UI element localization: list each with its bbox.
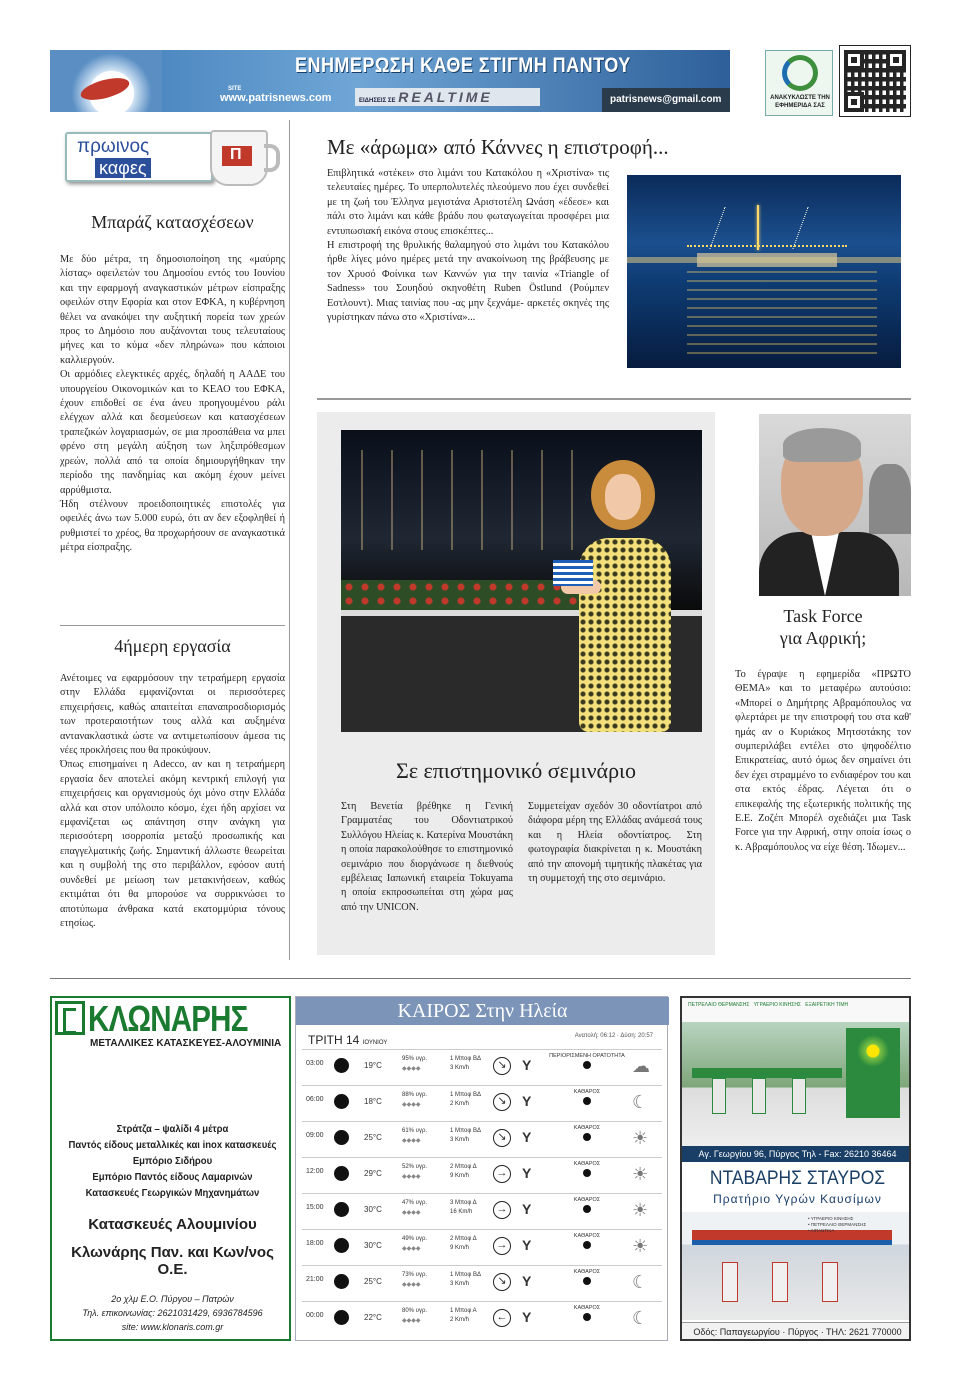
droplets-icon: ◆◆◆◆ bbox=[402, 1174, 421, 1180]
weather-wind: 1 Μποφ ΒΔ bbox=[450, 1272, 481, 1278]
weather-row bbox=[302, 1301, 662, 1334]
article-taskforce-title: Task Force για Αφρική; bbox=[779, 606, 867, 648]
clock-icon bbox=[334, 1058, 349, 1073]
ad-bullets: • ΥΓΡΑΕΡΙΟ ΚΙΝΗΣΗΣ • ΠΕΤΡΕΛΑΙΟ ΘΕΡΜΑΝΣΗΣ • ΛΙΠΑΝΤΙΚΑ bbox=[808, 1216, 867, 1233]
droplets-icon: ◆◆◆◆ bbox=[402, 1246, 421, 1252]
ad-address1: Αγ. Γεωργίου 96, Πύργος Τηλ - Fax: 26210 36464 bbox=[682, 1146, 911, 1162]
ad-contact: 2ο χλμ Ε.Ο. Πύργου – Πατρών Τηλ. επικοινωνίας: 2621031429, 6936784596 site: www.klonaris.com.gr bbox=[82, 1294, 263, 1332]
wind-turbine-icon: Y bbox=[522, 1093, 532, 1109]
ad-services: Στράτζα – ψαλίδι 4 μέτρα Παντός είδους μεταλλικές και inox κατασκευές Εμπόριο Σιδήρου Εμπόριο Παντός είδους Λαμαρινών Κατασκευές Γεωργικών Μηχανημάτων bbox=[68, 1124, 277, 1199]
wind-turbine-icon: Y bbox=[522, 1057, 532, 1073]
weather-wind-speed: 16 Km/h bbox=[450, 1209, 473, 1215]
weather-humidity: 88% υγρ. bbox=[402, 1092, 428, 1098]
weather-row bbox=[302, 1085, 662, 1118]
weather-row bbox=[302, 1265, 662, 1298]
droplets-icon: ◆◆◆◆ bbox=[402, 1210, 421, 1216]
kicker-line2: καφες bbox=[95, 158, 151, 178]
section-title-kataschesis: Μπαράζ κατασχέσεων bbox=[91, 212, 254, 232]
ad-header: ΠΕΤΡΕΛΑΙΟ ΘΕΡΜΑΝΣΗΣ ΥΓΡΑΕΡΙΟ ΚΙΝΗΣΗΣ ΕΞΑΙΡΕΤΙΚΗ ΤΙΜΗ bbox=[688, 1002, 849, 1008]
left-divider bbox=[60, 625, 285, 626]
weather-condition-icon: ☾ bbox=[632, 1272, 649, 1292]
weather-wind-speed: 2 Km/h bbox=[450, 1101, 470, 1107]
wind-direction-icon: ↘ bbox=[493, 1093, 511, 1111]
ad-name: ΚΛΩΝΑΡΗΣ bbox=[88, 998, 248, 1039]
weather-row bbox=[302, 1193, 662, 1226]
weather-time: 03:00 bbox=[306, 1060, 324, 1067]
weather-visibility: ΚΑΘΑΡΟΣ bbox=[542, 1232, 632, 1249]
weather-condition-icon: ☀ bbox=[632, 1128, 649, 1148]
article-seminar-col2: Συμμετείχαν σχεδόν 30 οδοντίατροι από διάφορα μέρη της Ελλάδας ανάμεσά τους και η Ηλεία οδοντίατρος. Στη φωτογραφία διακρίνεται η κ. Μουστάκη από την απονομή τιμητικής πλακέτας για τη συμμετοχή της στο σεμινάριο. bbox=[528, 801, 702, 885]
yacht-christina-photo bbox=[627, 175, 901, 368]
clock-icon bbox=[334, 1238, 349, 1253]
weather-wind: 2 Μποφ Δ bbox=[450, 1164, 477, 1170]
wind-turbine-icon: Y bbox=[522, 1165, 532, 1181]
weather-time: 12:00 bbox=[306, 1168, 324, 1175]
recycle-icon bbox=[782, 55, 818, 91]
ad-tagline: Πρατήριο Υγρών Καυσίμων bbox=[713, 1192, 882, 1206]
weather-row bbox=[302, 1157, 662, 1190]
gas-station-photo bbox=[682, 998, 911, 1146]
weather-visibility: ΚΑΘΑΡΟΣ bbox=[542, 1268, 632, 1285]
clock-icon bbox=[334, 1310, 349, 1325]
weather-day: ΤΡΙΤΗ 14 ΙΟΥΝΙΟΥ bbox=[308, 1033, 388, 1047]
bp-logo-icon bbox=[846, 1028, 900, 1118]
recycle-text: ΑΝΑΚΥΚΛΩΣΤΕ ΤΗΝ ΕΦΗΜΕΡΙΔΑ ΣΑΣ bbox=[770, 95, 830, 109]
weather-visibility: ΚΑΘΑΡΟΣ bbox=[542, 1196, 632, 1213]
droplets-icon: ◆◆◆◆ bbox=[402, 1138, 421, 1144]
section-text-kataschesis: Με δύο μέτρα, τη δημοσιοποίηση της «μαύρης λίστας» οφειλετών του Δημοσίου εντός του Ιουνίου και την εφαρμογή αναγκαστικών μέτρων είσπραξης οφειλών στην Εφορία και στον ΕΦΚΑ, η κυβέρνηση θέλει να ανακόψει την αυξητική πορεία των χρεών προς το Δημόσιο που αυξάνονται τους τελευταίους μήνες και το κύμα «δεν πληρώνω» που κάποιοι καλλιεργούν. Οι αρμόδιες ελεγκτικές αρχές, δηλαδή η ΑΑΔΕ του υπουργείου Οικονομικών και το ΚΕΑΟ του ΕΦΚΑ, έχουν επιδοθεί σε ένα άνευ προηγουμένου ράλι ελέγχων αλλά και δεσμεύσεων και κατασχέσεων τραπεζικών λογαριασμών, σε μια προσπάθεια να μπει φρένο στη μεγάλη αύξηση των ληξιπρόθεσμων χρεών, πολλά από τα οποία δημιουργήθηκαν την περίοδο της πανδημίας και ακόμη έχουν μείνει αρρύθμιστα. Ήδη στέλνουν προειδοποιητικές επιστολές για οφειλές άνω των 5.000 ευρώ, ότι αν δεν εξοφληθεί ή ρυθμιστεί το χρέος, θα προχωρήσουν σε αναγκαστικά μέτρα είσπραξης. bbox=[60, 254, 285, 554]
weather-temp: 30°C bbox=[364, 1241, 382, 1250]
qr-code-icon bbox=[840, 46, 910, 116]
weather-temp: 19°C bbox=[364, 1061, 382, 1070]
recycle-logo bbox=[765, 50, 833, 116]
banner-title: ΕΝΗΜΕΡΩΣΗ ΚΑΘΕ ΣΤΙΓΜΗ ΠΑΝΤΟΥ bbox=[295, 54, 631, 77]
clock-icon bbox=[334, 1094, 349, 1109]
weather-condition-icon: ☀ bbox=[632, 1164, 649, 1184]
droplets-icon: ◆◆◆◆ bbox=[402, 1318, 421, 1324]
weather-wind-speed: 3 Km/h bbox=[450, 1137, 470, 1143]
weather-condition-icon: ☾ bbox=[632, 1092, 649, 1112]
clock-icon bbox=[334, 1130, 349, 1145]
article-cannes-title: Με «άρωμα» από Κάννες η επιστροφή... bbox=[327, 135, 669, 159]
weather-wind-speed: 9 Km/h bbox=[450, 1173, 470, 1179]
ad-ntavaris bbox=[680, 996, 911, 1341]
ad-aluminium: Κατασκευές Αλουμινίου bbox=[88, 1216, 257, 1233]
wind-direction-icon: ← bbox=[493, 1309, 511, 1327]
weather-wind-speed: 3 Km/h bbox=[450, 1281, 470, 1287]
weather-sun-times: Ανατολή: 06:12 · Δύση: 20:57 bbox=[574, 1033, 653, 1039]
weather-time: 00:00 bbox=[306, 1312, 324, 1319]
weather-wind: 1 Μποφ ΒΔ bbox=[450, 1128, 481, 1134]
ad-subtitle: ΜΕΤΑΛΛΙΚΕΣ ΚΑΤΑΣΚΕΥΕΣ-ΑΛΟΥΜΙΝΙΑ bbox=[90, 1038, 282, 1049]
weather-temp: 25°C bbox=[364, 1133, 382, 1142]
kicker-line1: πρωινος bbox=[77, 136, 150, 157]
weather-humidity: 61% υγρ. bbox=[402, 1128, 428, 1134]
ad-name: ΝΤΑΒΑΡΗΣ ΣΤΑΥΡΟΣ bbox=[709, 1168, 886, 1189]
weather-wind: 1 Μποφ ΒΔ bbox=[450, 1092, 481, 1098]
weather-row bbox=[302, 1049, 662, 1082]
weather-condition-icon: ☀ bbox=[632, 1200, 649, 1220]
weather-row bbox=[302, 1229, 662, 1262]
article-seminar-title: Σε επιστημονικό σεμινάριο bbox=[396, 758, 636, 783]
weather-temp: 29°C bbox=[364, 1169, 382, 1178]
wind-direction-icon: ↘ bbox=[493, 1057, 511, 1075]
coffee-cup-icon: Π bbox=[210, 130, 268, 186]
ad-address2: Οδός: Παπαγεωργίου · Πύργος · ΤΗΛ: 2621 770000 bbox=[682, 1322, 911, 1341]
realtime-strip: ΕΙΔΗΣΕΙΣ ΣΕ REALTIME bbox=[355, 88, 540, 106]
clock-icon bbox=[334, 1202, 349, 1217]
patrisnews-logo bbox=[50, 50, 162, 112]
weather-wind-speed: 3 Km/h bbox=[450, 1065, 470, 1071]
ad-klonaris bbox=[50, 996, 291, 1341]
article-taskforce-text: Το έγραψε η εφημερίδα «ΠΡΩΤΟ ΘΕΜΑ» και το μεταφέρω αυτούσιο: «Μπορεί ο Δημήτρης Αβραμόπουλος να φλερτάρει με την επιστροφή του στα καθ' ημάς αν ο Κυριάκος Μητσοτάκης τον συμπεριλάβει εντέλει στο ψηφοδέλτιο Επικρατείας, αυτό όμως δεν σημαίνει ότι δεν έχει στραμμένο το ενδιαφέρον του και στα εκτός έδρας. Λέγεται ότι ο επικεφαλής της εξωτερικής πολιτικής της Ε.Ε. Ζοζέπ Μπορέλ σχεδιάζει μια Task Force για την Αφρική, στην οποία ίσως ο κ. Αβραμόπουλος να είχε θέση. Ίδωμεν... bbox=[735, 669, 911, 853]
weather-time: 21:00 bbox=[306, 1276, 324, 1283]
weather-wind-speed: 9 Km/h bbox=[450, 1245, 470, 1251]
weather-wind: 1 Μποφ Α bbox=[450, 1308, 477, 1314]
weather-wind: 2 Μποφ Δ bbox=[450, 1236, 477, 1242]
weather-temp: 18°C bbox=[364, 1097, 382, 1106]
ad-company: Κλωνάρης Παν. και Κων/νος Ο.Ε. bbox=[71, 1244, 274, 1278]
weather-row bbox=[302, 1121, 662, 1154]
weather-humidity: 73% υγρ. bbox=[402, 1272, 428, 1278]
weather-time: 09:00 bbox=[306, 1132, 324, 1139]
clock-icon bbox=[334, 1166, 349, 1181]
weather-wind-speed: 2 Km/h bbox=[450, 1317, 470, 1323]
weather-wind: 1 Μποφ ΒΔ bbox=[450, 1056, 481, 1062]
article-cannes-text: Επιβλητικά «στέκει» στο λιμάνι του Κατακόλου η «Χριστίνα» τις τελευταίες ημέρες. Το υπερπολυτελές πλεούμενο που έχει συνδεθεί με τη ζωή του Έλληνα μεγιστάνα Αριστοτέλη Ωνάση «έδεσε» και πάλι στο λιμάνι και κάθε βράδυ που φωταγωγείται προσφέρει μια εντυπωσιακή εικόνα στους επισκέπτες... Η επιστροφή της θρυλικής θαλαμηγού στο λιμάνι του Κατακόλου ήρθε λίγες μόνο ημέρες μετά την ανακοίνωση της βράβευσης με τον Χρυσό Φοίνικα των Καννών για την ταινία «Triangle of Sadness» του Σουηδού σκηνοθέτη Ruben Östlund (Ρούμπεν Εστλουντ). Μιας ταινίας που -ας μην ξεχνάμε- αρκετές σκηνές της γυρίστηκαν πάνω στο «Χριστίνα»... bbox=[327, 168, 609, 324]
weather-time: 06:00 bbox=[306, 1096, 324, 1103]
wind-direction-icon: ↘ bbox=[493, 1273, 511, 1291]
weather-temp: 25°C bbox=[364, 1277, 382, 1286]
weather-humidity: 95% υγρ. bbox=[402, 1056, 428, 1062]
weather-visibility: ΚΑΘΑΡΟΣ bbox=[542, 1304, 632, 1321]
droplets-icon: ◆◆◆◆ bbox=[402, 1066, 421, 1072]
wind-turbine-icon: Y bbox=[522, 1273, 532, 1289]
klonaris-logo-icon bbox=[55, 1001, 85, 1035]
weather-visibility: ΚΑΘΑΡΟΣ bbox=[542, 1124, 632, 1141]
gas-station-photo-2 bbox=[682, 1212, 911, 1320]
wind-turbine-icon: Y bbox=[522, 1237, 532, 1253]
wind-direction-icon: → bbox=[493, 1165, 511, 1183]
weather-wind: 3 Μποφ Δ bbox=[450, 1200, 477, 1206]
weather-widget bbox=[295, 996, 668, 1341]
article-seminar-col1: Στη Βενετία βρέθηκε η Γενική Γραμματέας του Οδοντιατρικού Συλλόγου Ηλείας κ. Κατερίνα Μουστάκη η οποία παρακολούθησε το επιστημονικό σεμινάριο που διοργάνωσε η διεθνούς εμβέλειας Ιαπωνική εταιρεία Tokuyama η οποία εκπροσωπείται στη χώρα μας από την UNICON. bbox=[341, 801, 514, 913]
site-url: SITE www.patrisnews.com bbox=[220, 86, 332, 104]
wind-turbine-icon: Y bbox=[522, 1201, 532, 1217]
weather-visibility: ΠΕΡΙΟΡΙΣΜΕΝΗ ΟΡΑΤΟΤΗΤΑ bbox=[542, 1052, 632, 1069]
weather-temp: 22°C bbox=[364, 1313, 382, 1322]
weather-title: ΚΑΙΡΟΣ Στην Ηλεία bbox=[296, 997, 669, 1025]
weather-time: 18:00 bbox=[306, 1240, 324, 1247]
wind-turbine-icon: Y bbox=[522, 1309, 532, 1325]
clock-icon bbox=[334, 1274, 349, 1289]
weather-temp: 30°C bbox=[364, 1205, 382, 1214]
weather-humidity: 52% υγρ. bbox=[402, 1164, 428, 1170]
weather-time: 15:00 bbox=[306, 1204, 324, 1211]
divider bbox=[317, 398, 911, 400]
weather-visibility: ΚΑΘΑΡΟΣ bbox=[542, 1088, 632, 1105]
avramopoulos-portrait bbox=[759, 414, 911, 596]
wind-turbine-icon: Y bbox=[522, 1129, 532, 1145]
section-title-4imeri: 4ήμερη εργασία bbox=[114, 636, 231, 656]
wind-direction-icon: → bbox=[493, 1201, 511, 1219]
proinos-kafes-kicker bbox=[60, 120, 285, 202]
divider bbox=[50, 978, 911, 979]
header-banner bbox=[50, 50, 730, 112]
weather-condition-icon: ☁ bbox=[632, 1056, 650, 1076]
section-text-4imeri: Ανέτοιμες να εφαρμόσουν την τετραήμερη εργασία στην Ελλάδα εμφανίζονται οι περισσότερες επιχειρήσεις, καθώς απαιτείται επαναπροσδιορισμός των προτεραιοτήτων τους αλλά και αυξημένα αντανακλαστικά ώστε να αντιμετωπίσουν άμεσα τις νέες προκλήσεις που θα προκύψουν. Όπως επισημαίνει η Adecco, αν και η τετραήμερη εργασία δεν αποτελεί ακόμη κεντρική επιλογή για επιχειρήσεις και οργανισμούς όχι μόνο στην Ελλάδα αλλά και στον υπόλοιπο κόσμο, έχει ήδη αρχίσει να εμφανίζεται ως απάντηση στην ανάγκη για περισσότερη ισορροπία μεταξύ προσωπικής και επαγγελματικής ζωής. Σημαντική άλλωστε θεωρείται και η συμβολή της στο περιβάλλον, εφόσον αυτή συνδεθεί με μείωση των μετακινήσεων, καθώς εκτιμάται ότι θα μπορούσε να συρρικνώσει το αποτύπωμα άνθρακα κατά εκατομμύρια τόνους ετησίως. bbox=[60, 673, 285, 929]
weather-visibility: ΚΑΘΑΡΟΣ bbox=[542, 1160, 632, 1177]
weather-humidity: 49% υγρ. bbox=[402, 1236, 428, 1242]
wind-direction-icon: ↘ bbox=[493, 1129, 511, 1147]
droplets-icon: ◆◆◆◆ bbox=[402, 1282, 421, 1288]
email-box: patrisnews@gmail.com bbox=[602, 88, 730, 112]
weather-humidity: 80% υγρ. bbox=[402, 1308, 428, 1314]
droplets-icon: ◆◆◆◆ bbox=[402, 1102, 421, 1108]
seminar-photo bbox=[341, 430, 702, 732]
weather-condition-icon: ☀ bbox=[632, 1236, 649, 1256]
weather-condition-icon: ☾ bbox=[632, 1308, 649, 1328]
wind-direction-icon: → bbox=[493, 1237, 511, 1255]
weather-humidity: 47% υγρ. bbox=[402, 1200, 428, 1206]
